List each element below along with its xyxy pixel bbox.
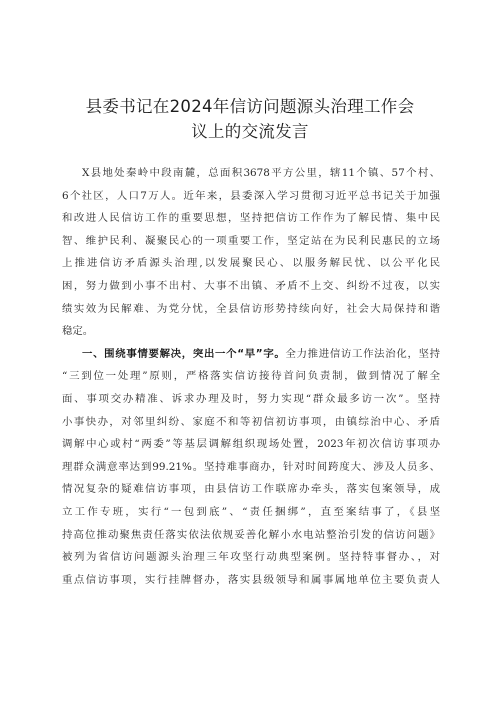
paragraph-line: “三到位一处理”原则，严格落实信访接待首问负责制，做到情况了解全 bbox=[62, 370, 440, 383]
paragraph-line: 智、维护民利、凝聚民心的一项重要工作，坚定站在为民利民惠民的立场 bbox=[62, 234, 440, 247]
paragraph-line: 绩实效为民解难、为党分忧，全县信访形势持续向好，社会大局保持和谐 bbox=[62, 302, 440, 315]
title-line-2: 议上的交流发言 bbox=[191, 122, 309, 141]
paragraph-line: 面、事项交办精准、诉求办理及时，努力实现“群众最多访一次”。坚持 bbox=[62, 392, 440, 405]
paragraph-line: 调解中心或村“两委”等基层调解组织现场处置，2023年初次信访事项办 bbox=[62, 438, 440, 451]
paragraph-line: 立工作专班，实行“一包到底”、“责任捆绑”，直至案结事了，《县坚 bbox=[62, 505, 440, 518]
paragraph-line: 困，努力做到小事不出村、大事不出镇、矛盾不上交、纠纷不过夜，以实 bbox=[62, 279, 440, 292]
document-title bbox=[60, 94, 440, 144]
paragraph-line: 持高位推动聚焦责任落实依法依规妥善化解小水电站整治引发的信访问题》 bbox=[62, 528, 440, 541]
paragraph-line: 理群众满意率达到99.21%。坚持难事商办，针对时间跨度大、涉及人员多、 bbox=[62, 460, 440, 473]
paragraph-line: 上推进信访矛盾源头治理,以发展聚民心、以服务解民忧、以公平化民 bbox=[62, 257, 440, 270]
paragraph-line-rest: 全力推进信访工作法治化，坚持 bbox=[285, 347, 440, 360]
section-heading-line bbox=[62, 343, 440, 366]
paragraph-line: X县地处秦岭中段南麓，总面积3678平方公里，辖11个镇、57个村、 bbox=[82, 167, 440, 179]
document-body bbox=[62, 162, 440, 591]
paragraph-line: 稳定。 bbox=[62, 325, 94, 338]
paragraph-line: 6个社区，人口7万人。近年来，县委深入学习贯彻习近平总书记关于加强 bbox=[62, 189, 440, 202]
paragraph-line: 被列为省信访问题源头治理三年攻坚行动典型案例。坚持特事督办、，对 bbox=[62, 551, 440, 564]
paragraph-line: 重点信访事项，实行挂牌督办，落实县级领导和属事属地单位主要负责人 bbox=[62, 573, 440, 586]
section-heading: 一、围绕事情要解决，突出一个“早”字。 bbox=[82, 347, 286, 360]
title-line-1: 县委书记在2024年信访问题源头治理工作会 bbox=[85, 97, 415, 116]
paragraph-line: 和改进人民信访工作的重要思想，坚持把信访工作作为了解民情、集中民 bbox=[62, 212, 440, 225]
paragraph-line: 小事快办，对邻里纠纷、家庭不和等初信初访事项，由镇综治中心、矛盾 bbox=[62, 415, 440, 428]
paragraph-line: 情况复杂的疑难信访事项，由县信访工作联席办牵头，落实包案领导，成 bbox=[62, 483, 440, 496]
